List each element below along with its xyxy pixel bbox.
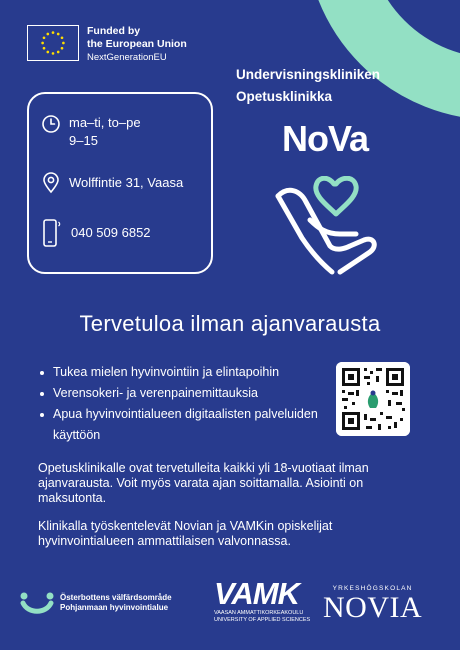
eu-star xyxy=(61,36,64,39)
eu-star xyxy=(43,36,46,39)
vamk-subtitle-fi: VAASAN AMMATTIKORKEAKOULU xyxy=(214,610,304,616)
eu-star xyxy=(62,42,65,45)
clinic-name-finnish: Opetusklinikka xyxy=(236,89,333,104)
phone-icon xyxy=(41,218,63,250)
clinic-names xyxy=(236,64,380,108)
eu-star xyxy=(43,47,46,50)
nova-logo: NoVa xyxy=(282,118,369,159)
novia-wordmark: NOVIA xyxy=(323,591,423,624)
eu-star xyxy=(46,51,49,54)
osterbotten-name-sv: Österbottens välfärdsområde xyxy=(60,593,172,602)
service-item: Apua hyvinvointialueen digitaalisten palveluiden käyttöön xyxy=(40,404,330,446)
location-pin-icon xyxy=(41,172,61,194)
opening-days: ma–ti, to–pe xyxy=(69,115,141,130)
services-list xyxy=(40,362,330,446)
vamk-subtitle-en: UNIVERSITY OF APPLIED SCIENCES xyxy=(214,617,311,623)
clinic-name-swedish: Undervisningskliniken xyxy=(236,67,381,82)
service-item: Tukea mielen hyvinvointiin ja elintapoihin xyxy=(40,362,330,383)
contact-info-box xyxy=(27,92,213,274)
eu-star xyxy=(57,51,60,54)
smile-mark-icon xyxy=(20,590,54,616)
eu-line-2: the European Union xyxy=(87,38,187,50)
eu-line-3: NextGenerationEU xyxy=(87,52,167,63)
welcome-heading: Tervetuloa ilman ajanvarausta xyxy=(79,311,381,336)
vamk-wordmark: VAMK xyxy=(214,576,299,611)
eu-funding-badge xyxy=(27,25,187,64)
eu-flag-icon xyxy=(27,25,79,61)
vamk-logo xyxy=(214,578,310,624)
eu-star xyxy=(46,33,49,36)
service-item: Verensokeri- ja verenpainemittauksia xyxy=(40,383,330,404)
osterbotten-logo xyxy=(20,590,172,616)
phone xyxy=(41,218,151,250)
phone-number[interactable]: 040 509 6852 xyxy=(71,225,151,240)
eu-star xyxy=(41,42,44,45)
info-paragraph-2: Klinikalla työskentelevät Novian ja VAMKin opiskelijat hyvinvointialueen ammattilaisen valvonnassa. xyxy=(38,519,333,548)
novia-top-text: YRKESHÖGSKOLAN xyxy=(332,585,413,592)
eu-star xyxy=(57,33,60,36)
address xyxy=(41,172,183,194)
osterbotten-name-fi: Pohjanmaan hyvinvointialue xyxy=(60,603,169,612)
qr-code[interactable] xyxy=(336,362,410,436)
eu-funding-text xyxy=(87,25,187,64)
eu-star xyxy=(52,52,55,55)
info-paragraph-1: Opetusklinikalle ovat tervetulleita kaikki yli 18-vuotiaat ilman ajanvarausta. Voit myös varata ajan soittamalla. Asiointi on maksutonta. xyxy=(38,461,369,505)
address-text: Wolffintie 31, Vaasa xyxy=(69,175,184,190)
clock-icon xyxy=(41,114,61,134)
novia-logo xyxy=(323,584,422,623)
opening-time: 9–15 xyxy=(69,133,98,148)
opening-hours xyxy=(41,114,141,150)
hand-heart-icon xyxy=(270,176,390,276)
eu-star xyxy=(52,31,55,34)
eu-line-1: Funded by xyxy=(87,25,141,37)
eu-star xyxy=(61,47,64,50)
